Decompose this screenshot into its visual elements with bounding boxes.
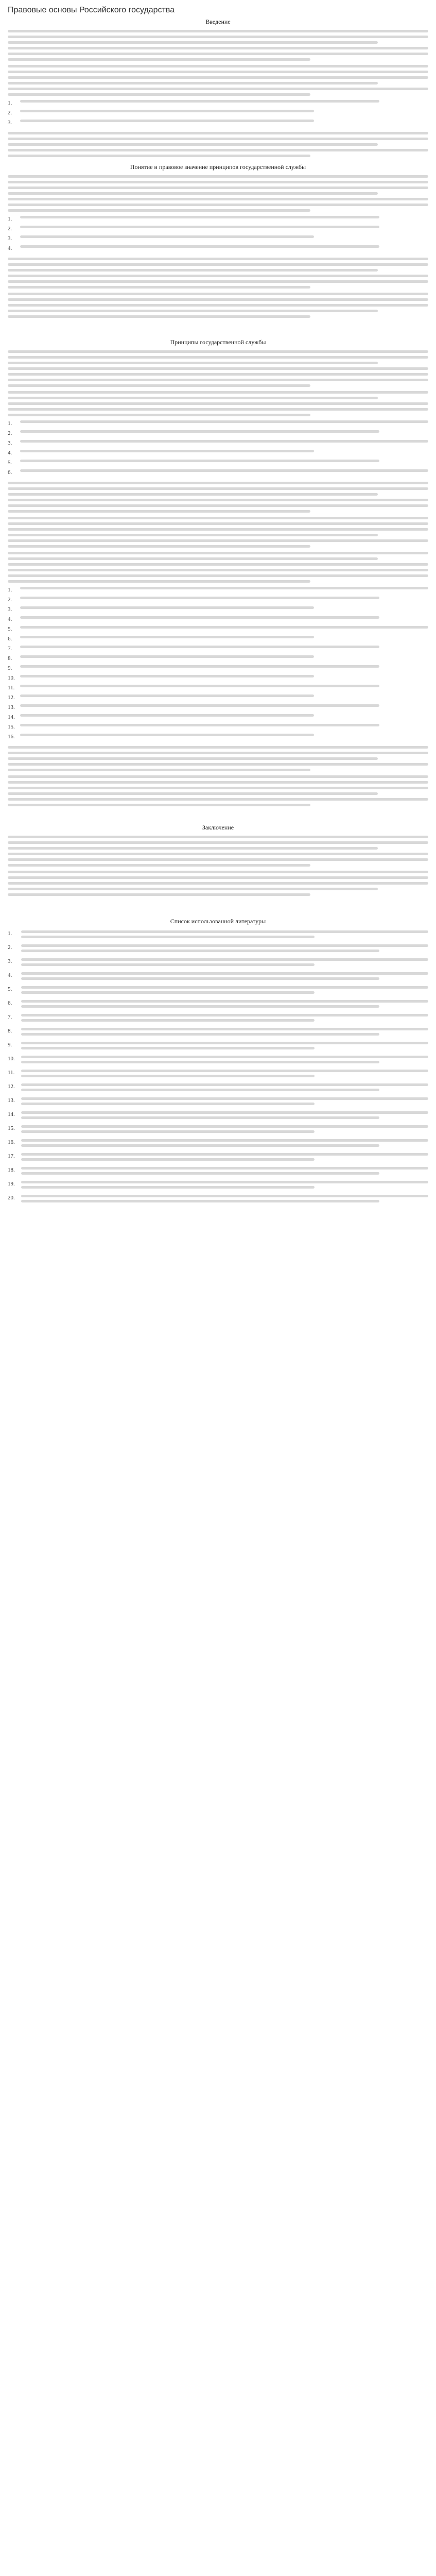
text-line [21, 1125, 428, 1128]
text-line [8, 752, 428, 754]
biblio-number: 14. [8, 1111, 15, 1118]
text-line [8, 545, 310, 548]
spacer [8, 322, 428, 333]
list-item [8, 734, 428, 740]
text-line [8, 76, 428, 79]
list-number: 2. [8, 430, 12, 437]
biblio-item [8, 1000, 428, 1010]
list-item [8, 430, 428, 436]
spacer [8, 900, 428, 911]
text-line [8, 204, 428, 206]
biblio-item [8, 1083, 428, 1094]
principles-list [8, 587, 428, 740]
text-line [8, 847, 378, 850]
text-line [8, 275, 428, 277]
biblio-item [8, 986, 428, 996]
text-line [8, 362, 378, 364]
text-line [21, 1130, 315, 1133]
text-line [8, 47, 428, 49]
list-number: 6. [8, 636, 12, 642]
text-line [21, 1116, 379, 1119]
text-line [20, 597, 379, 599]
text-line [8, 574, 428, 577]
text-line [20, 587, 428, 589]
text-line [20, 100, 379, 103]
text-line [21, 1070, 428, 1072]
list-item [8, 704, 428, 710]
text-line [21, 1075, 315, 1077]
text-line [8, 373, 428, 376]
list-item [8, 694, 428, 701]
section-1-paragraph-3 [8, 293, 428, 318]
text-line [8, 30, 428, 32]
biblio-item [8, 1097, 428, 1108]
section-2-paragraph-7 [8, 775, 428, 806]
biblio-number: 18. [8, 1167, 15, 1174]
text-line [8, 757, 378, 760]
biblio-number: 20. [8, 1195, 15, 1201]
text-line [21, 1144, 379, 1147]
text-line [8, 356, 428, 359]
list-number: 3. [8, 120, 12, 126]
text-line [8, 781, 428, 784]
bibliography [8, 918, 428, 1205]
section-2-paragraph-6 [8, 746, 428, 771]
text-line [21, 1033, 379, 1036]
list-number: 12. [8, 694, 15, 701]
text-line [21, 972, 428, 975]
text-line [8, 882, 428, 885]
list-number: 2. [8, 597, 12, 603]
text-line [8, 310, 378, 312]
text-line [8, 298, 428, 301]
list-number: 4. [8, 245, 12, 252]
text-line [20, 616, 379, 619]
list-item [8, 469, 428, 476]
text-line [8, 563, 428, 566]
text-line [8, 367, 428, 370]
text-line [8, 775, 428, 778]
text-line [8, 175, 428, 178]
section-2-paragraph-5 [8, 552, 428, 583]
biblio-number: 17. [8, 1153, 15, 1160]
list-number: 9. [8, 665, 12, 672]
biblio-number: 5. [8, 986, 12, 993]
biblio-item [8, 1042, 428, 1052]
text-line [8, 836, 428, 838]
section-heading: Принципы государственной службы [170, 338, 266, 346]
conclusion-paragraph-2 [8, 871, 428, 896]
text-line [8, 187, 428, 189]
text-line [8, 580, 310, 583]
text-line [20, 675, 314, 677]
text-line [8, 41, 378, 44]
text-line [21, 1083, 428, 1086]
text-line [8, 522, 428, 525]
text-line [8, 763, 428, 766]
text-line [8, 88, 428, 90]
list-number: 2. [8, 110, 12, 116]
list-item [8, 724, 428, 730]
text-line [8, 858, 428, 861]
list-number: 1. [8, 420, 12, 427]
biblio-number: 8. [8, 1028, 12, 1035]
biblio-number: 9. [8, 1042, 12, 1048]
list-number: 4. [8, 450, 12, 456]
text-line [21, 1005, 379, 1008]
list-item [8, 245, 428, 251]
text-line [21, 1181, 428, 1183]
text-line [8, 315, 310, 318]
spacer [8, 810, 428, 818]
text-line [21, 1195, 428, 1197]
text-line [20, 226, 379, 228]
text-line [21, 950, 379, 952]
list-item [8, 626, 428, 632]
biblio-item [8, 1181, 428, 1191]
list-number: 3. [8, 440, 12, 447]
text-line [8, 209, 310, 212]
text-line [20, 734, 314, 736]
text-line [8, 787, 428, 789]
list-number: 8. [8, 655, 12, 662]
text-line [21, 1014, 428, 1016]
document-title: Правовые основы Российского государства [8, 6, 175, 14]
text-line [21, 936, 315, 938]
biblio-number: 2. [8, 944, 12, 951]
list-item [8, 606, 428, 613]
text-line [21, 986, 428, 989]
biblio-item [8, 1139, 428, 1149]
list-number: 4. [8, 616, 12, 623]
text-line [8, 552, 428, 554]
text-line [21, 1042, 428, 1044]
text-line [8, 391, 428, 394]
text-line [8, 181, 428, 183]
list-item [8, 655, 428, 662]
text-line [21, 1061, 379, 1063]
section-1-paragraph-2 [8, 258, 428, 289]
list-number: 11. [8, 685, 15, 691]
intro-list [8, 100, 428, 126]
list-number: 2. [8, 226, 12, 232]
text-line [8, 258, 428, 260]
text-line [8, 499, 428, 501]
list-item [8, 665, 428, 671]
text-line [20, 110, 314, 112]
text-line [21, 944, 428, 947]
text-line [8, 888, 378, 890]
text-line [8, 132, 428, 134]
list-item [8, 646, 428, 652]
text-line [8, 853, 428, 855]
text-line [21, 1200, 379, 1202]
list-item [8, 714, 428, 720]
list-item [8, 440, 428, 446]
text-line [8, 269, 378, 272]
text-line [8, 841, 428, 844]
list-number: 6. [8, 469, 12, 476]
text-line [8, 504, 428, 507]
list-item [8, 616, 428, 622]
text-line [8, 534, 378, 536]
text-line [21, 930, 428, 933]
section-heading: Понятие и правовое значение принципов государственной службы [130, 163, 306, 171]
biblio-item [8, 958, 428, 969]
text-line [8, 155, 310, 157]
text-line [21, 1172, 379, 1175]
text-line [8, 53, 428, 55]
section-1-paragraph-1 [8, 175, 428, 212]
text-line [20, 460, 379, 462]
section-2-paragraph-3 [8, 482, 428, 513]
text-line [8, 397, 378, 399]
text-line [8, 82, 378, 84]
text-line [8, 510, 310, 513]
list-number: 15. [8, 724, 15, 731]
list-item [8, 675, 428, 681]
text-line [8, 149, 428, 151]
text-line [20, 606, 314, 609]
text-line [8, 36, 428, 38]
biblio-number: 1. [8, 930, 12, 937]
list-item [8, 685, 428, 691]
biblio-item [8, 972, 428, 982]
text-line [20, 724, 379, 726]
text-line [8, 804, 310, 806]
biblio-number: 16. [8, 1139, 15, 1146]
text-line [21, 977, 379, 980]
list-item [8, 636, 428, 642]
list-number: 7. [8, 646, 12, 652]
text-line [8, 280, 428, 283]
list-number: 10. [8, 675, 15, 682]
text-line [21, 958, 428, 961]
text-line [8, 746, 428, 749]
list-number: 5. [8, 460, 12, 466]
text-line [21, 1153, 428, 1156]
biblio-number: 7. [8, 1014, 12, 1021]
text-line [8, 876, 428, 879]
text-line [8, 263, 428, 266]
text-line [21, 1000, 428, 1003]
text-line [20, 694, 314, 697]
conclusion-paragraph-1 [8, 836, 428, 867]
text-line [20, 655, 314, 658]
list-number: 3. [8, 606, 12, 613]
text-line [8, 138, 428, 140]
biblio-item [8, 1167, 428, 1177]
text-line [21, 1019, 315, 1022]
text-line [20, 440, 428, 443]
list-item [8, 460, 428, 466]
list-number: 16. [8, 734, 15, 740]
list-number: 1. [8, 216, 12, 223]
text-line [20, 430, 379, 433]
section-2-list [8, 420, 428, 476]
text-line [8, 408, 428, 411]
biblio-number: 4. [8, 972, 12, 979]
text-line [20, 469, 428, 472]
section-2-paragraph-2 [8, 391, 428, 416]
text-line [8, 384, 310, 387]
section-2-paragraph-4 [8, 517, 428, 548]
text-line [20, 216, 379, 218]
text-line [20, 626, 428, 629]
text-line [8, 192, 378, 195]
text-line [21, 991, 315, 994]
biblio-item [8, 944, 428, 955]
intro-heading: Введение [205, 18, 231, 26]
text-line [8, 402, 428, 405]
text-line [8, 487, 428, 490]
biblio-item [8, 1070, 428, 1080]
text-line [8, 143, 378, 146]
biblio-item [8, 1195, 428, 1205]
intro-paragraph-3 [8, 132, 428, 157]
biblio-number: 12. [8, 1083, 15, 1090]
text-line [20, 714, 314, 717]
text-line [8, 65, 428, 67]
list-item [8, 597, 428, 603]
text-line [21, 963, 315, 966]
text-line [21, 1167, 428, 1170]
biblio-number: 6. [8, 1000, 12, 1007]
text-line [20, 685, 379, 687]
text-line [20, 235, 314, 238]
text-line [8, 482, 428, 484]
biblio-item [8, 1056, 428, 1066]
text-line [8, 871, 428, 873]
text-line [8, 293, 428, 295]
biblio-item [8, 1153, 428, 1163]
list-item [8, 420, 428, 427]
section-1-list [8, 216, 428, 251]
text-line [20, 665, 379, 668]
text-line [21, 1097, 428, 1100]
list-number: 14. [8, 714, 15, 721]
intro-paragraph-2 [8, 65, 428, 96]
list-item [8, 235, 428, 242]
intro-paragraph-1 [8, 30, 428, 61]
text-line [21, 1089, 379, 1091]
text-line [8, 286, 310, 289]
biblio-number: 11. [8, 1070, 15, 1076]
biblio-item [8, 1028, 428, 1038]
text-line [21, 1028, 428, 1030]
text-line [8, 71, 428, 73]
text-line [20, 704, 379, 707]
text-line [8, 893, 310, 896]
text-line [21, 1111, 428, 1114]
list-item [8, 216, 428, 222]
list-number: 1. [8, 100, 12, 107]
list-item [8, 120, 428, 126]
biblio-item [8, 1111, 428, 1122]
section-2-paragraph-1 [8, 350, 428, 387]
biblio-number: 3. [8, 958, 12, 965]
text-line [8, 769, 310, 771]
text-line [8, 528, 428, 531]
bibliography-heading: Список использованной литературы [170, 918, 266, 925]
text-line [8, 58, 310, 61]
text-line [8, 792, 378, 795]
text-line [20, 420, 428, 423]
biblio-item [8, 1014, 428, 1024]
biblio-number: 15. [8, 1125, 15, 1132]
list-number: 1. [8, 587, 12, 594]
text-line [8, 379, 428, 381]
text-line [20, 636, 314, 638]
list-number: 3. [8, 235, 12, 242]
text-line [8, 517, 428, 519]
text-line [21, 1158, 315, 1161]
text-line [8, 198, 428, 200]
text-line [21, 1056, 428, 1058]
list-number: 13. [8, 704, 15, 711]
text-line [8, 798, 428, 801]
text-line [8, 414, 310, 416]
text-line [8, 304, 428, 307]
text-line [20, 120, 314, 122]
text-line [21, 1103, 315, 1105]
text-line [8, 864, 310, 867]
text-line [8, 350, 428, 353]
biblio-item [8, 1125, 428, 1136]
list-number: 5. [8, 626, 12, 633]
text-line [21, 1186, 315, 1189]
biblio-number: 19. [8, 1181, 15, 1188]
list-item [8, 450, 428, 456]
list-item [8, 110, 428, 116]
biblio-item [8, 930, 428, 941]
text-line [21, 1047, 315, 1049]
text-line [8, 569, 428, 571]
text-line [8, 493, 378, 496]
list-item [8, 100, 428, 106]
text-line [8, 557, 378, 560]
section-heading: Заключение [202, 824, 234, 832]
text-line [21, 1139, 428, 1142]
biblio-number: 10. [8, 1056, 15, 1062]
text-line [8, 93, 310, 96]
text-line [20, 646, 379, 648]
biblio-number: 13. [8, 1097, 15, 1104]
list-item [8, 587, 428, 593]
list-item [8, 226, 428, 232]
text-line [20, 450, 314, 452]
text-line [8, 539, 428, 542]
text-line [20, 245, 379, 248]
